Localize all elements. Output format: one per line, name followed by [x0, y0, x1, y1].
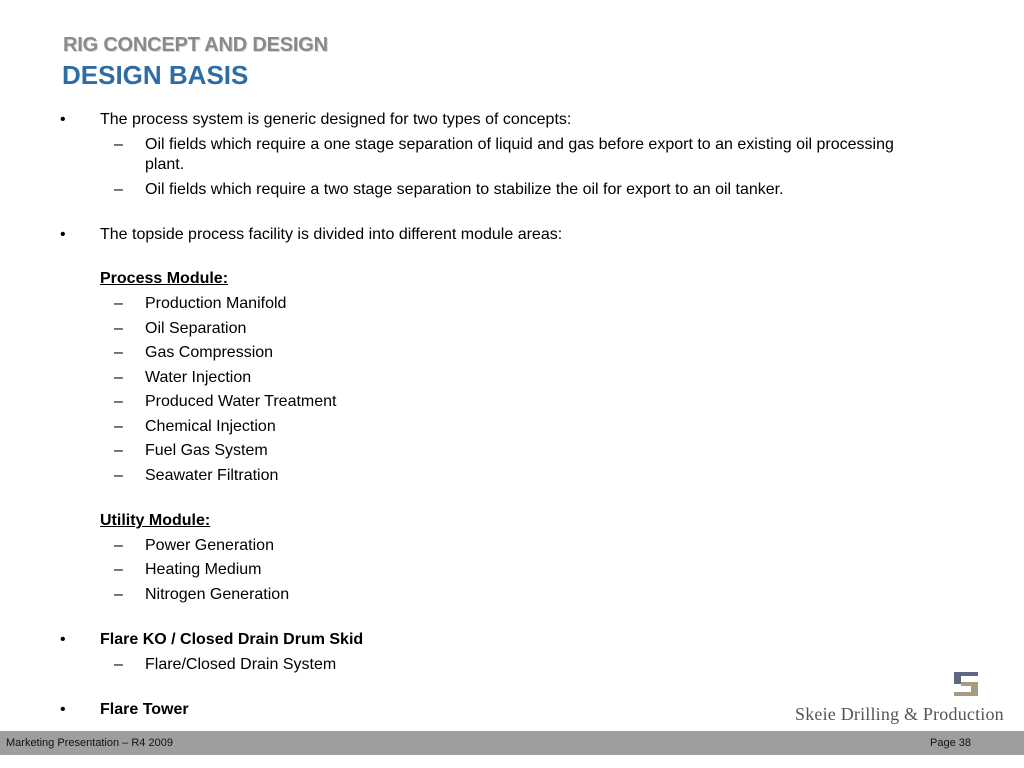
dash-marker: – [114, 561, 123, 578]
utility-item: Nitrogen Generation [145, 586, 290, 603]
bullet-marker: • [60, 226, 66, 243]
dash-marker: – [114, 136, 123, 153]
footer-presentation-label: Marketing Presentation – R4 2009 [6, 737, 173, 749]
flare-ko-item: Flare/Closed Drain System [145, 656, 337, 673]
dash-marker: – [114, 344, 123, 361]
utility-item: Power Generation [145, 537, 274, 554]
company-logo [795, 672, 1009, 728]
slide-title: DESIGN BASIS [62, 60, 249, 90]
process-item: Gas Compression [145, 344, 274, 361]
footer-page-number: Page 38 [930, 737, 971, 749]
process-item: Water Injection [145, 369, 252, 386]
concept-1-line-1: Oil fields which require a one stage separation of liquid and gas before export to an existing oil processing [145, 136, 894, 153]
process-module-heading: Process Module: [100, 270, 229, 287]
flare-tower-heading: Flare Tower [100, 701, 189, 718]
dash-marker: – [114, 320, 123, 337]
dash-marker: – [114, 467, 123, 484]
process-item: Chemical Injection [145, 418, 276, 435]
dash-marker: – [114, 656, 123, 673]
bullet-marker: • [60, 631, 66, 648]
slide-supertitle: RIG CONCEPT AND DESIGN [63, 34, 328, 56]
intro-text: The process system is generic designed for two types of concepts: [100, 111, 572, 128]
process-item: Oil Separation [145, 320, 247, 337]
concept-2: Oil fields which require a two stage separation to stabilize the oil for export to an oil tanker. [145, 181, 784, 198]
flare-ko-heading: Flare KO / Closed Drain Drum Skid [100, 631, 364, 648]
process-item: Produced Water Treatment [145, 393, 337, 410]
process-item: Production Manifold [145, 295, 287, 312]
dash-marker: – [114, 181, 123, 198]
utility-item: Heating Medium [145, 561, 262, 578]
logo-text: Skeie Drilling & Production [795, 704, 1004, 724]
bullet-marker: • [60, 111, 66, 128]
dash-marker: – [114, 537, 123, 554]
modules-intro-text: The topside process facility is divided into different module areas: [100, 226, 563, 243]
dash-marker: – [114, 418, 123, 435]
utility-module-heading: Utility Module: [100, 512, 211, 529]
process-item: Seawater Filtration [145, 467, 279, 484]
skeie-s-mark-icon [954, 672, 978, 696]
concept-1-line-2: plant. [145, 156, 185, 173]
dash-marker: – [114, 295, 123, 312]
dash-marker: – [114, 442, 123, 459]
dash-marker: – [114, 369, 123, 386]
dash-marker: – [114, 393, 123, 410]
slide-footer [0, 731, 1024, 755]
process-item: Fuel Gas System [145, 442, 268, 459]
dash-marker: – [114, 586, 123, 603]
bullet-marker: • [60, 701, 66, 718]
